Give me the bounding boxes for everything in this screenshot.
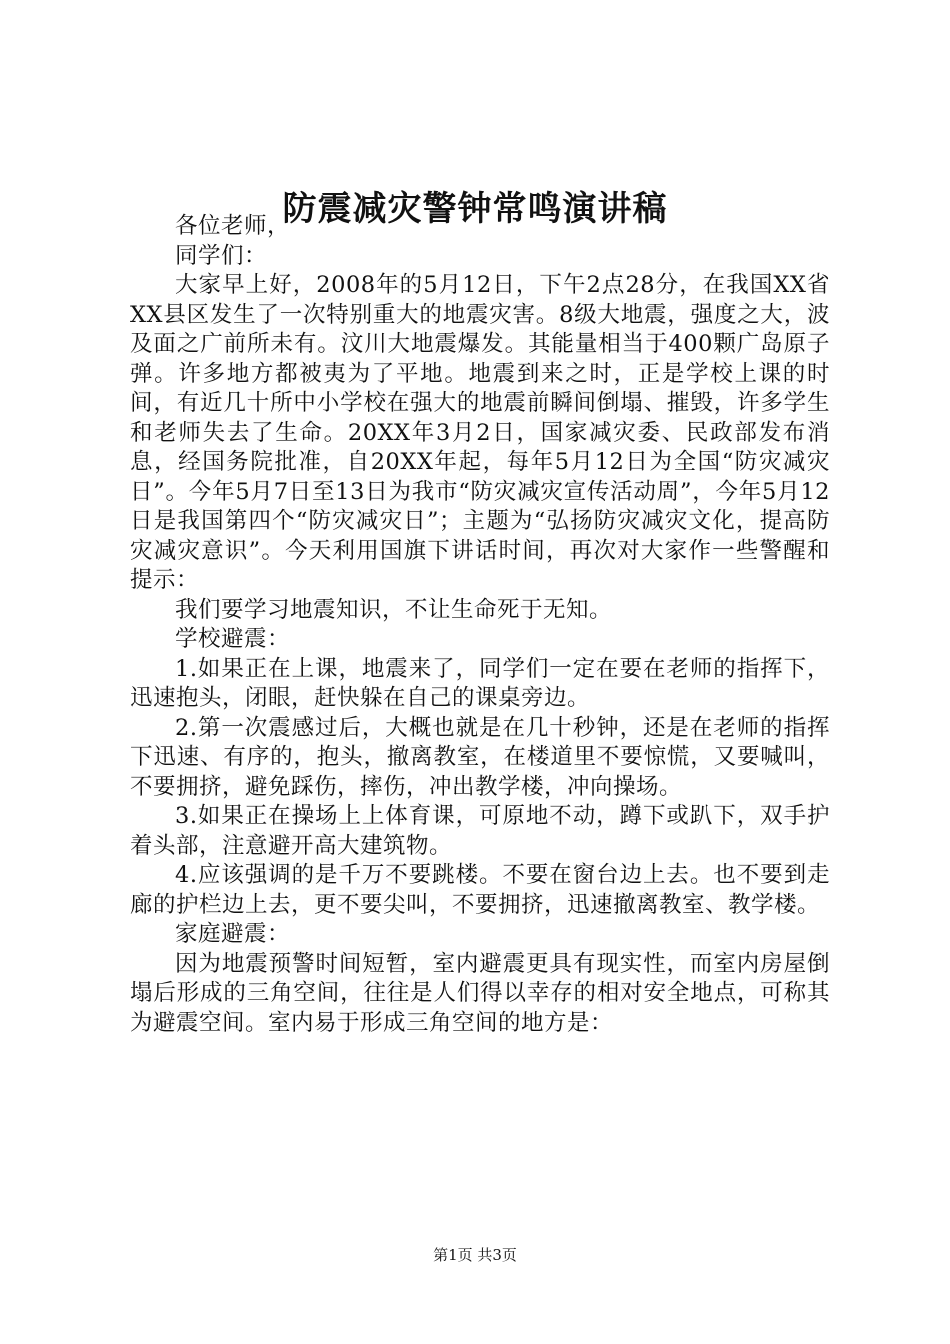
document-title: 防震减灾警钟常鸣演讲稿: [282, 189, 668, 229]
list-item-school-2: 2.第一次震感过后，大概也就是在几十秒钟，还是在老师的指挥下迅速、有序的，抱头，撤离教室，在楼道里不要惊慌，又要喊叫，不要拥挤，避免踩伤，摔伤，冲出教学楼，冲向操场。: [130, 714, 830, 800]
document-body: [130, 212, 830, 1038]
paragraph-intro: 大家早上好，2008年的5月12日，下午2点28分，在我国XX省XX县区发生了一次特别重大的地震灾害。8级大地震，强度之大，波及面之广前所未有。汶川大地震爆发。其能量相当于400颗广岛原子弹。许多地方都被夷为了平地。地震到来之时，正是学校上课的时间，有近几十所中小学校在强大的地震前瞬间倒塌、摧毁，许多学生和老师失去了生命。20XX年3月2日，国家减灾委、民政部发布消息，经国务院批准，自20XX年起，每年5月12日为全国“防灾减灾日”。今年5月7日至13日为我市“防灾减灾宣传活动周”，今年5月12日是我国第四个“防灾减灾日”；主题为“弘扬防灾减灾文化，提高防灾减灾意识”。今天利用国旗下讲话时间，再次对大家作一些警醒和提示：: [130, 272, 830, 593]
heading-home-safety: 家庭避震：: [175, 921, 291, 947]
heading-school-safety: 学校避震：: [175, 626, 291, 652]
paragraph-knowledge: 我们要学习地震知识，不让生命死于无知。: [175, 596, 613, 623]
greeting-teachers: 各位老师，: [175, 213, 291, 239]
list-item-school-3: 3.如果正在操场上上体育课，可原地不动，蹲下或趴下，双手护着头部，注意避开高大建筑物。: [130, 803, 830, 859]
paragraph-home-safety: 因为地震预警时间短暂，室内避震更具有现实性，而室内房屋倒塌后形成的三角空间，往往是人们得以幸存的相对安全地点，可称其为避震空间。室内易于形成三角空间的地方是：: [130, 950, 830, 1036]
greeting-students: 同学们：: [175, 242, 268, 269]
page-number: 第1页 共3页: [433, 1246, 517, 1264]
list-item-school-4: 4.应该强调的是千万不要跳楼。不要在窗台边上去。也不要到走廊的护栏边上去，更不要尖叫，不要拥挤，迅速撤离教室、教学楼。: [130, 862, 830, 918]
list-item-school-1: 1.如果正在上课，地震来了，同学们一定在要在老师的指挥下，迅速抱头，闭眼，赶快躲在自己的课桌旁边。: [130, 655, 830, 711]
